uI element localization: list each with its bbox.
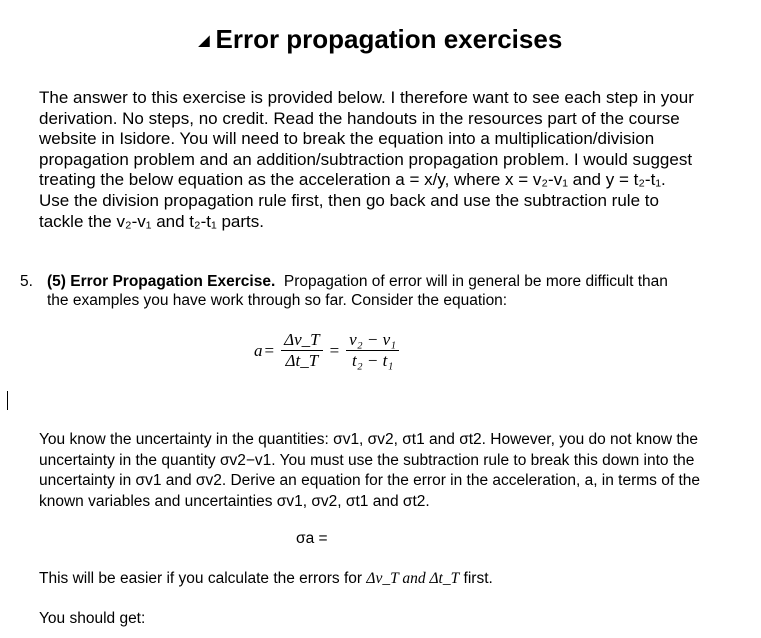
question-5 [20, 272, 750, 310]
intro-line: propagation problem and an addition/subtraction propagation problem. I would suggest [39, 149, 693, 169]
paragraph-line: known variables and uncertainties σv1, σv2, σt1 and σt2. [39, 492, 430, 510]
intro-line: Use the division propagation rule first, then go back and use the subtraction rule to [39, 190, 659, 210]
text-cursor [7, 391, 8, 410]
question-text: Propagation of error will in general be more difficult than [283, 273, 668, 290]
hint-text [39, 570, 493, 588]
acceleration-equation [254, 330, 404, 371]
list-number: 5. [20, 273, 33, 290]
numerator: Δv_T [281, 330, 322, 351]
intro-line: The answer to this exercise is provided below. I therefore want to see each step in your [39, 88, 694, 107]
eq-equals: = [329, 340, 340, 360]
intro-line: treating the below equation as the acceleration a = x/y, where x = v₂-v₁ and y = t₂-t₁. [39, 170, 666, 190]
question-heading: (5) Error Propagation Exercise. [47, 273, 276, 290]
collapse-triangle-icon[interactable]: ◢ [198, 32, 210, 48]
fraction-delta [281, 330, 322, 371]
intro-line: website in Isidore. You will need to break the equation into a multiplication/division [39, 129, 655, 149]
intro-line: derivation. No steps, no credit. Read the handouts in the resources part of the course [39, 108, 680, 128]
eq-equals: = [264, 340, 275, 360]
intro-line: tackle the v₂-v₁ and t₂-t₁ parts. [39, 211, 264, 231]
hint-after: first. [463, 570, 493, 587]
question-text: the examples you have work through so far. Consider the equation: [47, 292, 508, 309]
paragraph-line: uncertainty in σv1 and σv2. Derive an equation for the error in the acceleration, a, in terms of the [39, 472, 701, 489]
uncertainty-paragraph [39, 430, 749, 512]
sigma-a-answer[interactable]: σa = [296, 530, 328, 547]
paragraph-line: uncertainty in the quantity σv2−v1. You must use the subtraction rule to break this down into the [39, 451, 695, 469]
hint-before: This will be easier if you calculate the errors for [39, 570, 363, 587]
section-heading[interactable] [0, 24, 761, 55]
denominator: t₂ − t₁ [351, 351, 394, 370]
intro-paragraph [39, 88, 749, 232]
hint-math: Δv_T and Δt_T [366, 570, 460, 587]
numerator: v₂ − v₁ [346, 330, 399, 351]
paragraph-line: You know the uncertainty in the quantities: σv1, σv2, σt1 and σt2. However, you do not know the [39, 431, 698, 448]
you-should-get: You should get: [39, 610, 146, 627]
eq-lhs: a [254, 340, 263, 360]
fraction-difference [346, 330, 399, 371]
denominator: Δt_T [285, 351, 319, 370]
section-title: Error propagation exercises [215, 24, 563, 54]
